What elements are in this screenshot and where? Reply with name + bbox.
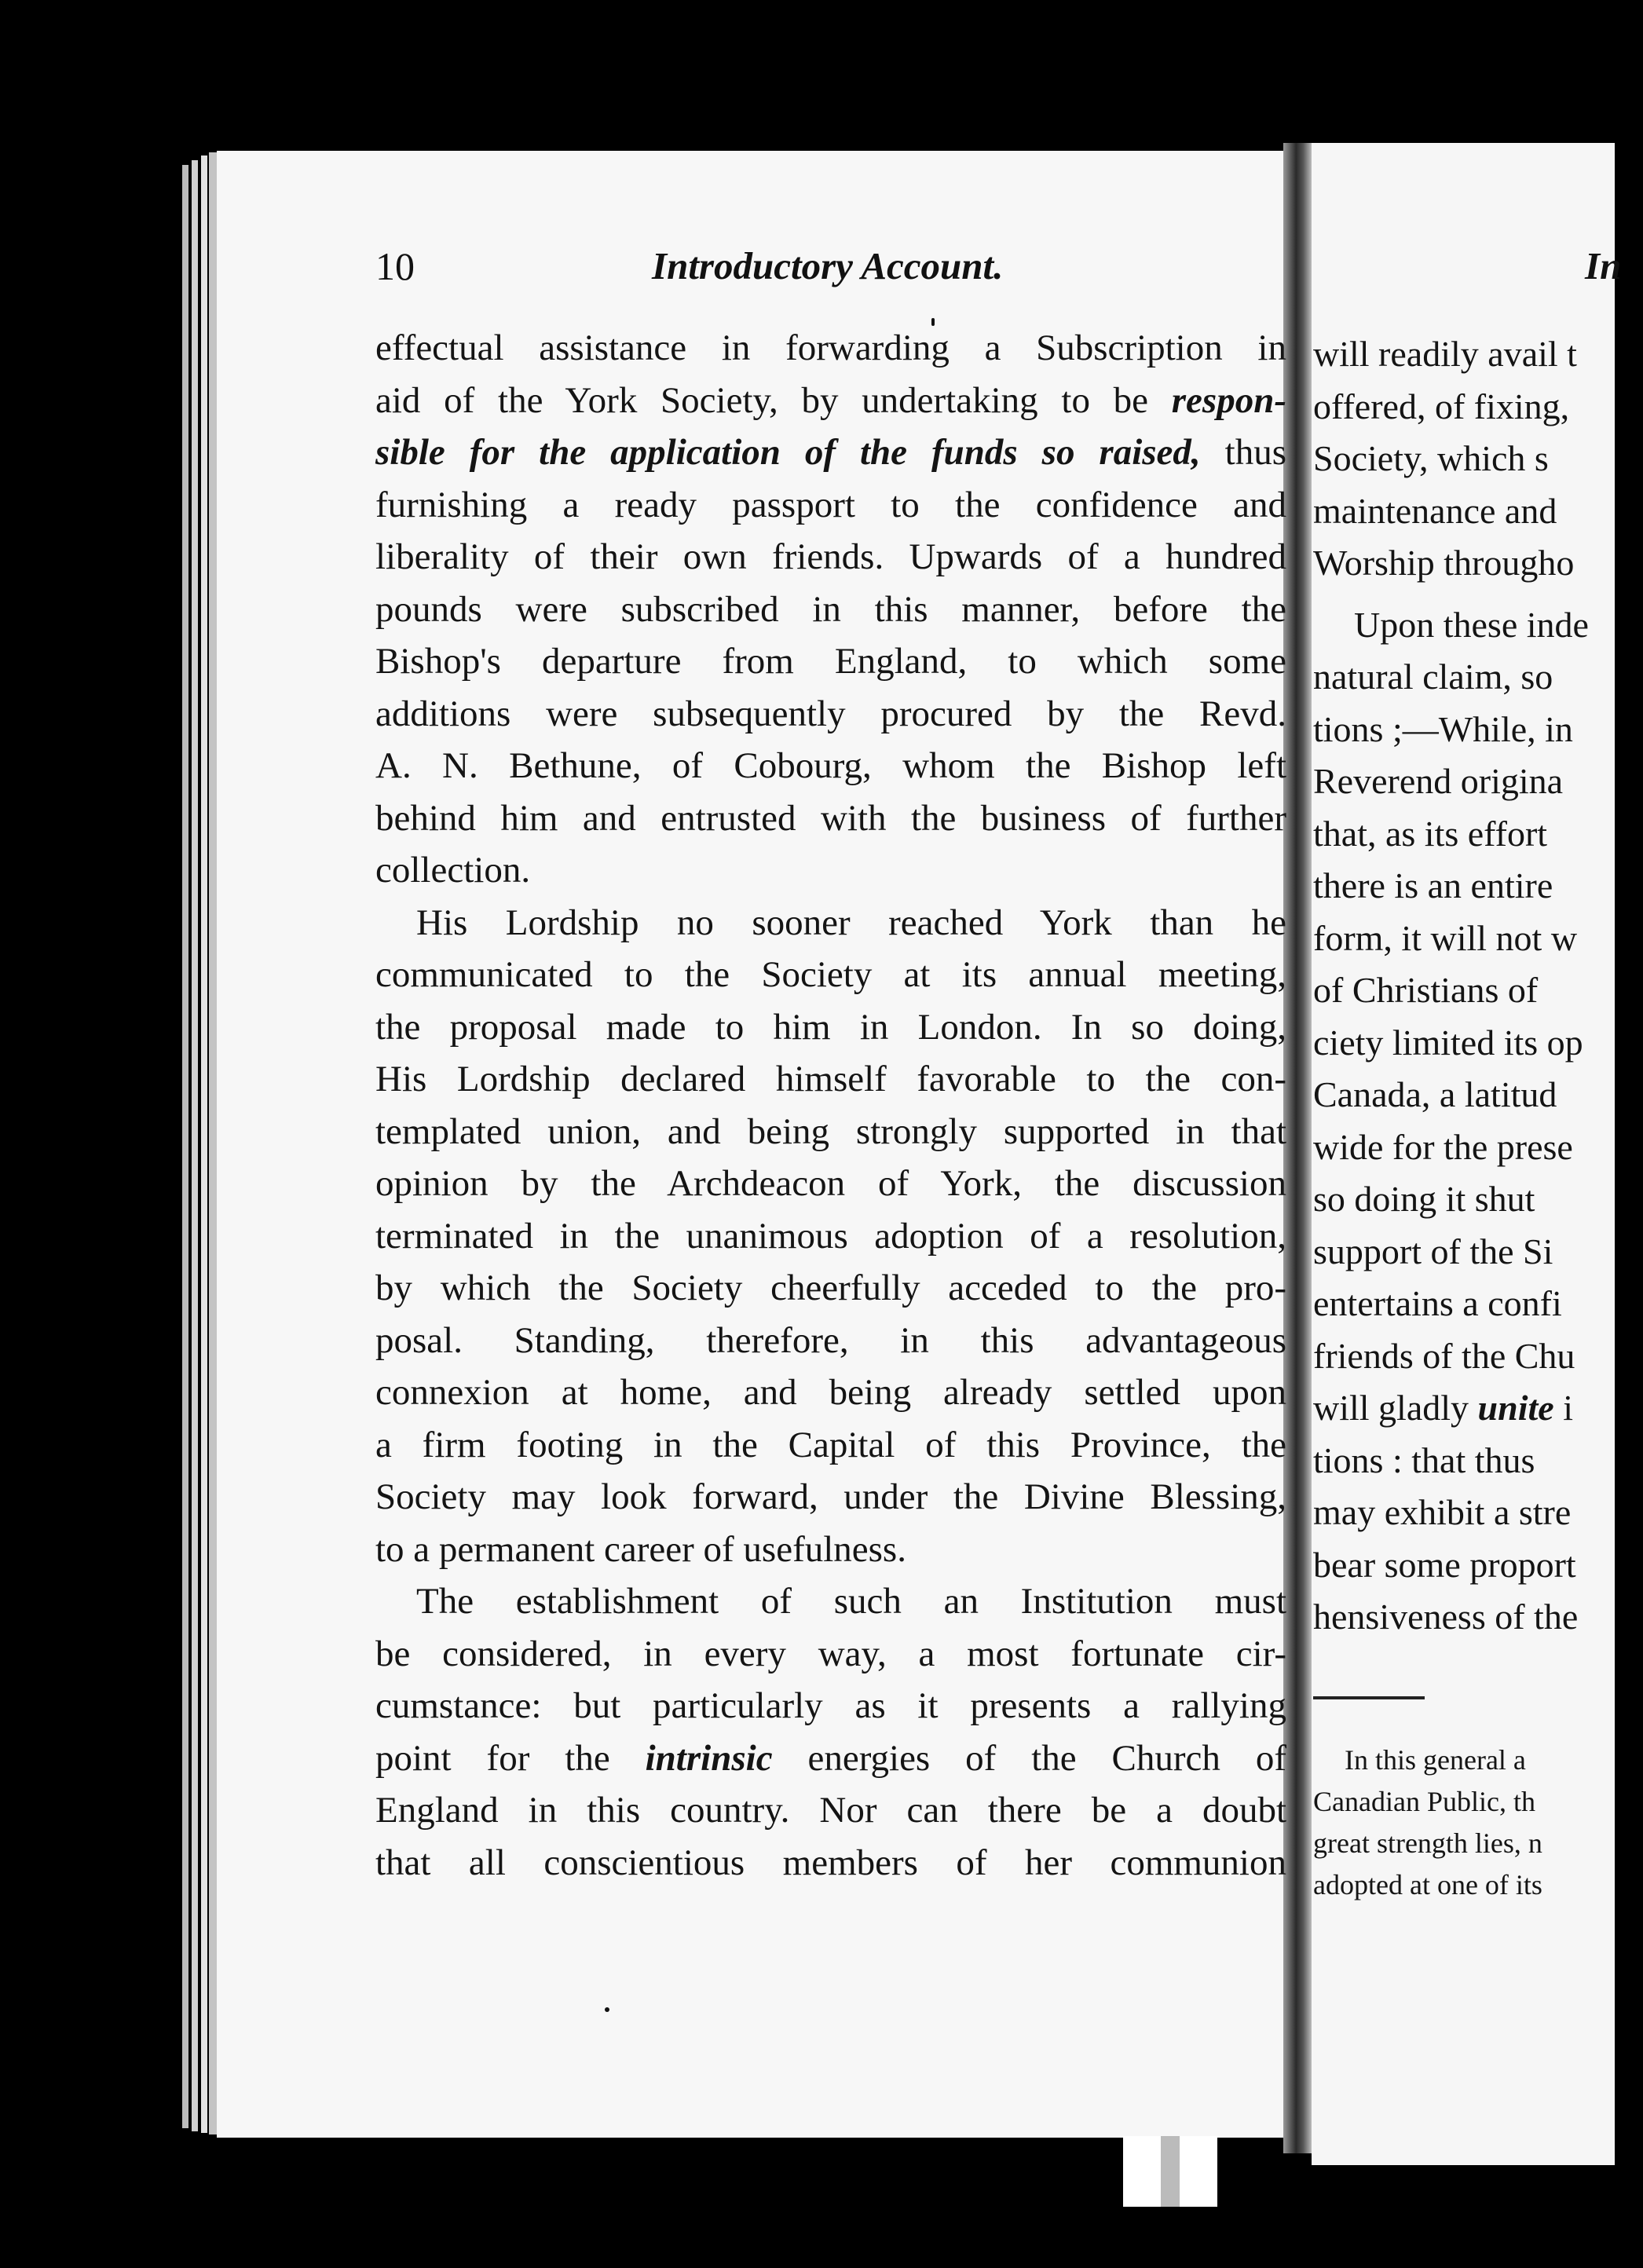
footnote-line: In this general a	[1345, 1744, 1526, 1776]
text-line: behind him and entrusted with the business of further	[375, 797, 1286, 839]
text-line: natural claim, so	[1313, 657, 1553, 697]
footnote-line: Canadian Public, th	[1313, 1786, 1535, 1817]
text-line: templated union, and being strongly supported in that	[375, 1110, 1286, 1152]
text-line: His Lordship declared himself favorable to the con-	[375, 1059, 1286, 1099]
right-running-title: In	[1585, 244, 1622, 287]
text-line: may exhibit a stre	[1313, 1492, 1572, 1532]
footnote-rule	[1313, 1696, 1425, 1699]
text-line: the proposal made to him in London. In so doing,	[375, 1006, 1286, 1048]
page-edge	[192, 160, 198, 2131]
text-line: pounds were subscribed in this manner, before the	[375, 588, 1286, 630]
book-gutter	[1283, 143, 1312, 2153]
footnote-line: great strength lies, n	[1313, 1827, 1542, 1859]
text-line: aid of the York Society, by undertaking to be respon-	[375, 379, 1286, 421]
text-line: so doing it shut	[1313, 1179, 1535, 1219]
text-line: that all conscientious members of her communion	[375, 1842, 1286, 1883]
text-line: will readily avail t	[1313, 334, 1577, 374]
text-line: A. N. Bethune, of Cobourg, whom the Bishop left	[375, 745, 1286, 786]
text-line: Reverend origina	[1313, 761, 1564, 801]
text-line: Bishop's departure from England, to which some	[375, 641, 1286, 682]
text-line: furnishing a ready passport to the confidence and	[375, 484, 1286, 525]
text-line: posal. Standing, therefore, in this advantageous	[375, 1319, 1286, 1361]
text-line: cumstance: but particularly as it presents a rallying	[375, 1685, 1286, 1726]
text-line: The establishment of such an Institution must	[416, 1581, 1286, 1622]
text-line: Society, which s	[1313, 438, 1549, 478]
text-line: will gladly unite i	[1313, 1388, 1573, 1428]
text-line: collection.	[375, 850, 531, 891]
text-line: liberality of their own friends. Upwards of a hundred	[375, 536, 1286, 577]
text-line: maintenance and	[1313, 490, 1557, 531]
text-line: wide for the prese	[1313, 1126, 1573, 1167]
text-line: be considered, in every way, a most fortunate cir-	[375, 1633, 1286, 1674]
scan-speck	[605, 2007, 609, 2012]
text-line: form, it will not w	[1313, 917, 1578, 958]
text-line: friends of the Chu	[1313, 1335, 1575, 1376]
text-line: England in this country. Nor can there be a doubt	[375, 1790, 1286, 1831]
text-line: to a permanent career of usefulness.	[375, 1528, 906, 1570]
text-line: tions ;—While, in	[1313, 708, 1573, 749]
text-line: communicated to the Society at its annual meeting,	[375, 954, 1286, 995]
footnote	[1313, 1739, 1643, 1906]
page-edge	[209, 152, 217, 2134]
text-line: ciety limited its op	[1313, 1022, 1583, 1063]
right-page-body	[1313, 328, 1643, 1644]
scan-speck	[931, 318, 935, 326]
text-line: additions were subsequently procured by the Revd.	[375, 693, 1286, 734]
italic-run: sible for the application of the funds so raised,	[375, 432, 1201, 473]
running-title: Introductory Account.	[652, 244, 1004, 287]
running-header	[375, 236, 1286, 298]
text-line: Worship througho	[1313, 543, 1575, 583]
italic-run: unite	[1477, 1388, 1554, 1428]
text-line: sible for the application of the funds so raised, thus	[375, 432, 1286, 473]
text-line: support of the Si	[1313, 1231, 1553, 1271]
text-line: point for the intrinsic energies of the Church of	[375, 1737, 1286, 1779]
text-line: effectual assistance in forwarding a Subscription in	[375, 327, 1286, 368]
text-line: tions : that thus	[1313, 1439, 1535, 1480]
italic-run: intrinsic	[645, 1737, 773, 1779]
text-line: His Lordship no sooner reached York than he	[416, 902, 1286, 943]
text-line: bear some proport	[1313, 1544, 1576, 1585]
footnote-line: adopted at one of its	[1313, 1869, 1542, 1900]
text-line: entertains a confi	[1313, 1283, 1562, 1323]
italic-run: respon-	[1171, 379, 1286, 421]
text-line: connexion at home, and being already settled upon	[375, 1372, 1286, 1413]
text-line: hensiveness of the	[1313, 1597, 1579, 1637]
page-edge	[182, 165, 188, 2128]
page-edge	[201, 155, 207, 2133]
text-line: a firm footing in the Capital of this Province, the	[375, 1424, 1286, 1465]
text-line: offered, of fixing,	[1313, 386, 1570, 426]
text-line: Society may look forward, under the Divine Blessing,	[375, 1476, 1286, 1517]
text-line: Upon these inde	[1354, 604, 1589, 645]
text-line: terminated in the unanimous adoption of a resolution,	[375, 1215, 1286, 1257]
page-number: 10	[375, 244, 415, 288]
left-page-body	[375, 322, 1286, 1889]
text-line: opinion by the Archdeacon of York, the discussion	[375, 1163, 1286, 1204]
text-line: by which the Society cheerfully acceded to the pro-	[375, 1268, 1286, 1308]
text-line: there is an entire	[1313, 865, 1553, 905]
text-line: Canada, a latitud	[1313, 1074, 1557, 1114]
text-line: that, as its effort	[1313, 813, 1548, 854]
page-tab	[1123, 2136, 1217, 2207]
text-line: of Christians of	[1313, 970, 1539, 1010]
